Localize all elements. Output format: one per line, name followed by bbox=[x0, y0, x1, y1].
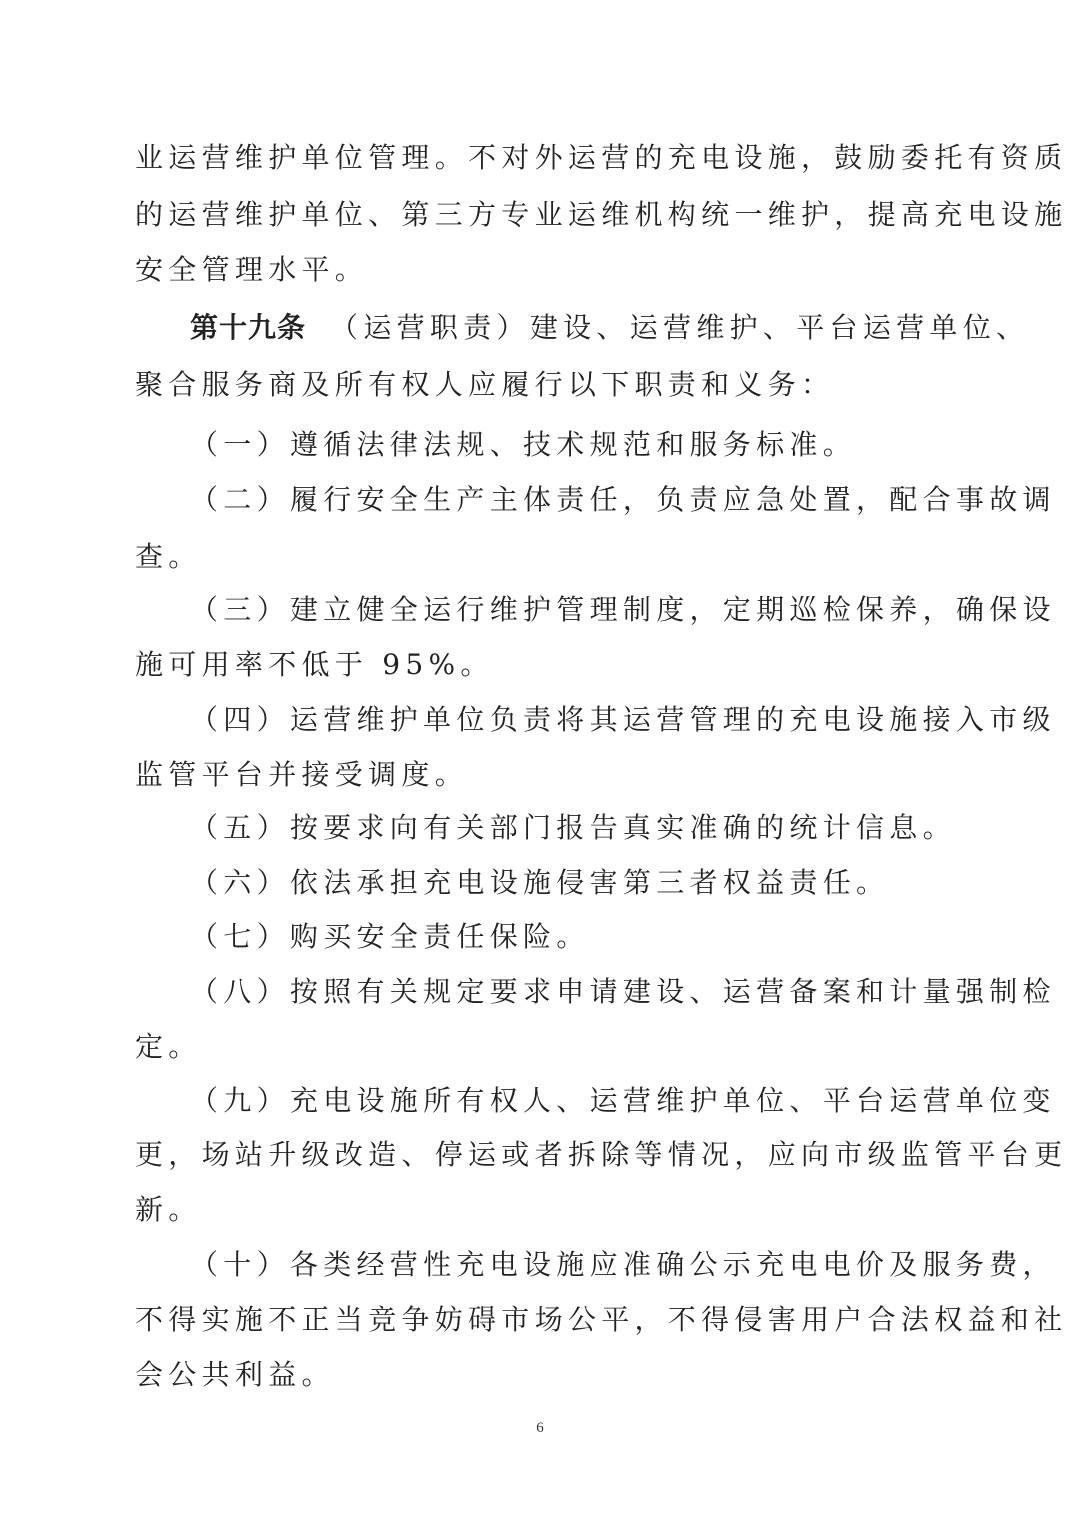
list-item-7: （七）购买安全责任保险。 bbox=[190, 920, 590, 953]
text-line: 定。 bbox=[135, 1030, 202, 1063]
text-line: 不得实施不正当竞争妨碍市场公平，不得侵害用户合法权益和社 bbox=[135, 1303, 1068, 1336]
list-item-9: （九）充电设施所有权人、运营维护单位、平台运营单位变 bbox=[190, 1084, 1056, 1117]
text-line: 业运营维护单位管理。不对外运营的充电设施，鼓励委托有资质 bbox=[135, 141, 1068, 174]
list-item-10: （十）各类经营性充电设施应准确公示充电电价及服务费， bbox=[190, 1248, 1056, 1281]
list-item-5: （五）按要求向有关部门报告真实准确的统计信息。 bbox=[190, 811, 956, 844]
text-line: 监管平台并接受调度。 bbox=[135, 758, 469, 791]
text-line: 安全管理水平。 bbox=[135, 253, 369, 286]
list-item-8: （八）按照有关规定要求申请建设、运营备案和计量强制检 bbox=[190, 975, 1056, 1008]
text-line: 新。 bbox=[135, 1193, 202, 1226]
list-item-4: （四）运营维护单位负责将其运营管理的充电设施接入市级 bbox=[190, 703, 1056, 736]
list-item-1: （一）遵循法律法规、技术规范和服务标准。 bbox=[190, 428, 857, 461]
text-line: 查。 bbox=[135, 540, 202, 573]
list-item-2: （二）履行安全生产主体责任，负责应急处置，配合事故调 bbox=[190, 483, 1056, 516]
text-line: 的运营维护单位、第三方专业运维机构统一维护，提高充电设施 bbox=[135, 198, 1068, 231]
text-line: 会公共利益。 bbox=[135, 1358, 335, 1391]
text-line: （运营职责）建设、运营维护、平台运营单位、 bbox=[330, 311, 1030, 344]
page-number: 6 bbox=[536, 1420, 544, 1436]
list-item-6: （六）依法承担充电设施侵害第三者权益责任。 bbox=[190, 866, 890, 899]
list-item-3: （三）建立健全运行维护管理制度，定期巡检保养，确保设 bbox=[190, 593, 1056, 626]
text-line: 更，场站升级改造、停运或者拆除等情况，应向市级监管平台更 bbox=[135, 1138, 1068, 1171]
article-19-paragraph bbox=[190, 308, 1030, 348]
text-line: 聚合服务商及所有权人应履行以下职责和义务： bbox=[135, 368, 835, 401]
article-heading: 第十九条 bbox=[190, 311, 307, 344]
text-line: 施可用率不低于 95%。 bbox=[135, 648, 494, 681]
